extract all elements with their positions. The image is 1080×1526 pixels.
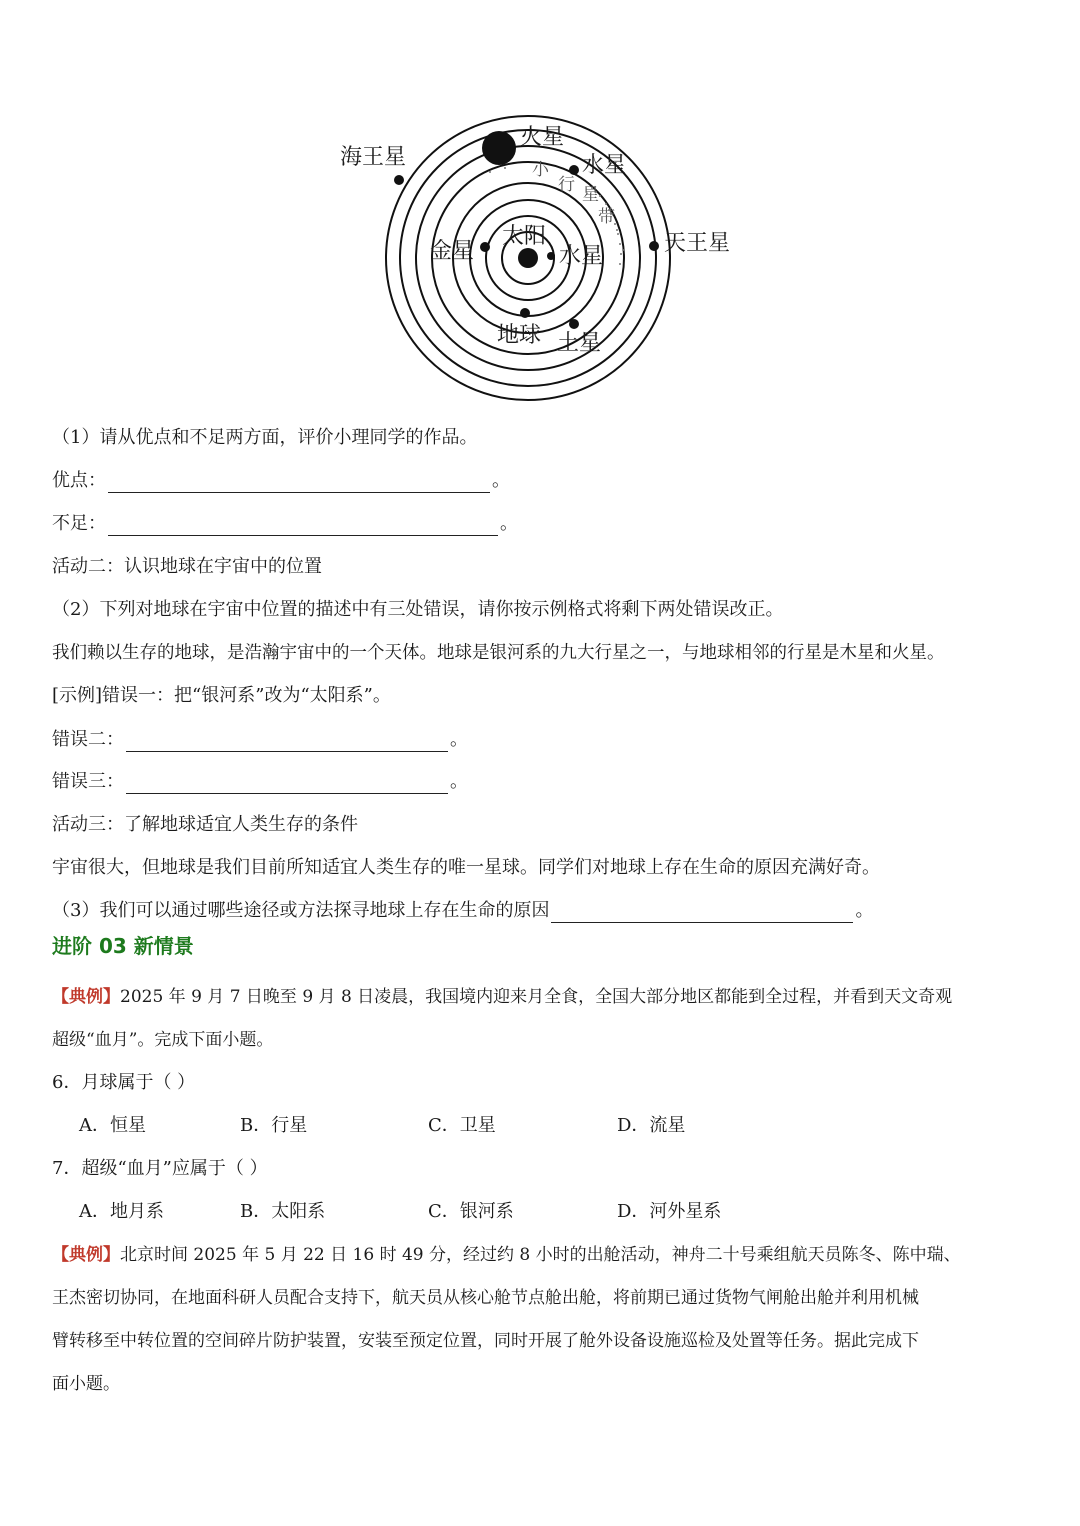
shortcoming-label: 不足：: [52, 513, 106, 534]
example2-tag: 【典例】: [52, 1245, 120, 1265]
mercury-outer-dot: [569, 165, 579, 175]
venus-dot: [480, 242, 490, 252]
label-uranus: 天王星: [664, 231, 731, 256]
activity3-title: 活动三：了解地球适宜人类生存的条件: [52, 814, 358, 835]
example2-text1: 北京时间 2025 年 5 月 22 日 16 时 49 分，经过约 8 小时的出舱活动，神舟二十号乘组航天员陈冬、陈中瑞、: [120, 1245, 961, 1265]
example2-line1: [52, 1243, 961, 1267]
q7-option-b[interactable]: B．太阳系: [240, 1201, 326, 1222]
q6-option-d[interactable]: D．流星: [617, 1115, 686, 1136]
label-belt-2: 行: [558, 175, 575, 195]
q6-option-b[interactable]: B．行星: [240, 1115, 308, 1136]
q3-row: [52, 899, 873, 923]
q2-passage: 我们赖以生存的地球，是浩瀚宇宙中的一个天体。地球是银河系的九大行星之一，与地球相邻的行星是木星和火星。: [52, 643, 945, 663]
shortcoming-end: 。: [500, 513, 518, 534]
q1-shortcoming-row: [52, 512, 518, 536]
mars-dot: [482, 131, 516, 165]
activity2-title: 活动二：认识地球在宇宙中的位置: [52, 556, 322, 577]
label-saturn: 土星: [557, 331, 602, 356]
example2-line3: 臂转移至中转位置的空间碎片防护装置，安装至预定位置，同时开展了舱外设备设施巡检及处置等任务。据此完成下: [52, 1331, 919, 1351]
label-mars: 火星: [520, 125, 565, 150]
label-mercury-inner: 水星: [559, 244, 604, 269]
saturn-dot: [569, 319, 579, 329]
example1-line2: 超级“血月”。完成下面小题。: [52, 1030, 274, 1050]
error3-label: 错误三：: [52, 771, 124, 792]
error2-label: 错误二：: [52, 729, 124, 750]
section-heading: 进阶 03 新情景: [52, 934, 194, 958]
q3-answer-blank[interactable]: [551, 902, 853, 923]
example2-line2: 王杰密切协同，在地面科研人员配合支持下，航天员从核心舱节点舱出舱，将前期已通过货物气闸舱出舱并利用机械: [52, 1288, 919, 1308]
merit-end: 。: [492, 470, 510, 491]
neptune-dot: [394, 175, 404, 185]
error3-row: [52, 770, 468, 794]
sun-dot: [518, 248, 538, 268]
q1-prompt: （1）请从优点和不足两方面，评价小理同学的作品。: [52, 427, 478, 448]
example1-line1: [52, 985, 952, 1009]
error2-answer-blank[interactable]: [126, 731, 448, 752]
q3-end: 。: [855, 900, 874, 921]
merit-answer-blank[interactable]: [108, 472, 490, 493]
label-belt-3: 星: [582, 185, 599, 205]
activity3-text: 宇宙很大，但地球是我们目前所知适宜人类生存的唯一星球。同学们对地球上存在生命的原因充满好奇。: [52, 857, 880, 878]
error2-end: 。: [450, 729, 468, 750]
q7-option-d[interactable]: D．河外星系: [617, 1201, 722, 1222]
example1-tag: 【典例】: [52, 987, 120, 1007]
error3-end: 。: [450, 771, 468, 792]
label-earth: 地球: [497, 323, 542, 348]
label-belt-1: 小: [532, 160, 549, 180]
q2-prompt: （2）下列对地球在宇宙中位置的描述中有三处错误，请你按示例格式将剩下两处错误改正。: [52, 599, 784, 620]
q2-example: [示例]错误一：把“银河系”改为“太阳系”。: [52, 685, 391, 706]
label-venus: 金星: [430, 239, 475, 264]
mercury-inner-dot: [547, 252, 555, 260]
q7-option-a[interactable]: A．地月系: [79, 1201, 164, 1222]
label-belt-4: 带: [598, 207, 615, 227]
uranus-dot: [649, 241, 659, 251]
shortcoming-answer-blank[interactable]: [108, 515, 498, 536]
q1-merit-row: [52, 469, 510, 493]
label-mercury-outer: 水星: [582, 153, 627, 178]
label-neptune: 海王星: [340, 145, 407, 170]
merit-label: 优点：: [52, 470, 106, 491]
solar-system-diagram: [330, 100, 750, 420]
q7-stem: 7．超级“血月”应属于（ ）: [52, 1158, 268, 1179]
example1-text1: 2025 年 9 月 7 日晚至 9 月 8 日凌晨，我国境内迎来月全食，全国大部分地区都能到全过程，并看到天文奇观: [120, 987, 953, 1007]
q3-prompt: （3）我们可以通过哪些途径或方法探寻地球上存在生命的原因: [52, 900, 550, 921]
q6-option-c[interactable]: C．卫星: [428, 1115, 496, 1136]
q6-stem: 6．月球属于（ ）: [52, 1072, 196, 1093]
error3-answer-blank[interactable]: [126, 773, 448, 794]
example2-line4: 面小题。: [52, 1374, 120, 1394]
error2-row: [52, 728, 468, 752]
q6-option-a[interactable]: A．恒星: [79, 1115, 146, 1136]
label-sun: 太阳: [502, 224, 547, 249]
earth-dot: [520, 308, 530, 318]
q7-option-c[interactable]: C．银河系: [428, 1201, 514, 1222]
